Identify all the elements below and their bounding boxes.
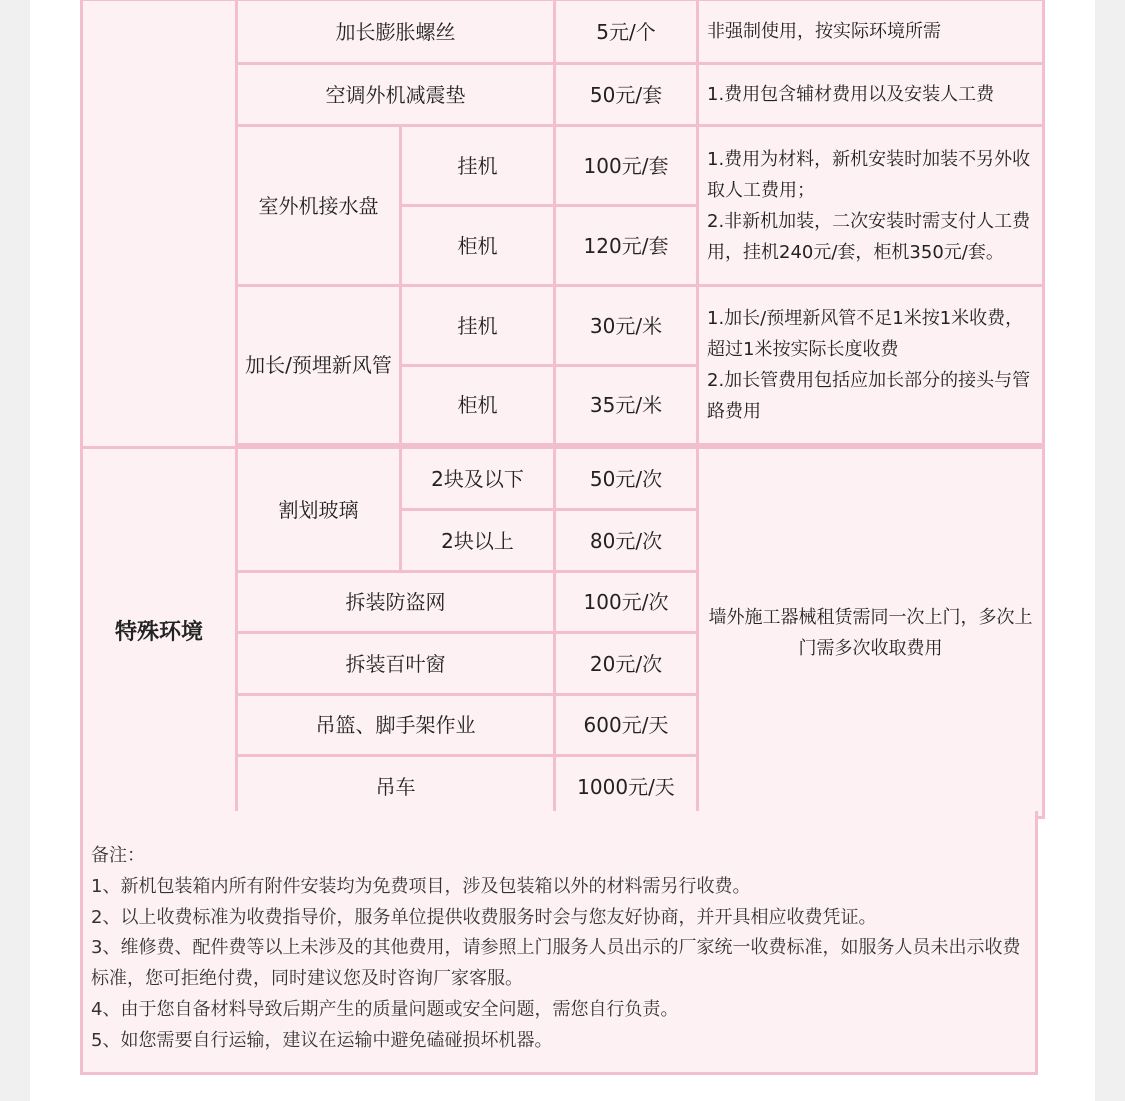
price-cell: 50元/套: [555, 64, 698, 126]
category-cell: 特殊环境: [82, 448, 237, 818]
price-cell: 120元/套: [555, 206, 698, 286]
item-cell: 室外机接水盘: [237, 126, 401, 286]
item-cell: 加长膨胀螺丝: [237, 0, 555, 64]
price-cell: 5元/个: [555, 0, 698, 64]
table-row: [82, 448, 1044, 510]
remarks-title: 备注：: [91, 845, 145, 866]
category-cell-empty: [82, 0, 237, 448]
remark-item: 5、如您需要自行运输，建议在运输中避免磕碰损坏机器。: [91, 1029, 553, 1051]
remark-item: 1、新机包装箱内所有附件安装均为免费项目，涉及包装箱以外的材料需另行收费。: [91, 875, 751, 897]
item-cell: 吊车: [237, 756, 555, 818]
note-cell: 非强制使用，按实际环境所需: [698, 0, 1044, 64]
price-cell: 80元/次: [555, 510, 698, 572]
note-cell: 1.费用包含辅材费用以及安装人工费: [698, 64, 1044, 126]
note-cell: [698, 126, 1044, 286]
item-cell: 拆装防盗网: [237, 572, 555, 633]
note-line: 1.费用为材料，新机安装时加装不另外收取人工费用；: [707, 148, 1031, 201]
unit-cell: 挂机: [401, 126, 555, 206]
note-line: 1.加长/预埋新风管不足1米按1米收费，超过1米按实际长度收费: [707, 308, 1024, 360]
item-cell: 吊篮、脚手架作业: [237, 695, 555, 756]
remark-item: 3、维修费、配件费等以上未涉及的其他费用，请参照上门服务人员出示的厂家统一收费标准，如服务人员未出示收费标准，您可拒绝付费，同时建议您及时咨询厂家客服。: [91, 937, 1021, 990]
price-cell: 100元/次: [555, 572, 698, 633]
price-cell: 20元/次: [555, 633, 698, 695]
remark-item: 4、由于您自备材料导致后期产生的质量问题或安全问题，需您自行负责。: [91, 998, 679, 1020]
item-cell: 拆装百叶窗: [237, 633, 555, 695]
price-cell: 50元/次: [555, 448, 698, 510]
price-cell: 30元/米: [555, 286, 698, 366]
price-cell: 35元/米: [555, 366, 698, 445]
unit-cell: 2块以上: [401, 510, 555, 572]
price-cell: 600元/天: [555, 695, 698, 756]
price-cell: 100元/套: [555, 126, 698, 206]
note-cell: [698, 286, 1044, 445]
item-cell: 空调外机减震垫: [237, 64, 555, 126]
price-cell: 1000元/天: [555, 756, 698, 818]
unit-cell: 挂机: [401, 286, 555, 366]
unit-cell: 2块及以下: [401, 448, 555, 510]
item-cell: 割划玻璃: [237, 448, 401, 572]
item-cell: 加长/预埋新风管: [237, 286, 401, 445]
unit-cell: 柜机: [401, 206, 555, 286]
note-line: 2.非新机加装，二次安装时需支付人工费用，挂机240元/套，柜机350元/套。: [707, 210, 1031, 263]
remark-item: 2、以上收费标准为收费指导价，服务单位提供收费服务时会与您友好协商，并开具相应收费凭证。: [91, 906, 877, 928]
price-table: [80, 0, 1045, 819]
remarks-box: [80, 811, 1038, 1075]
unit-cell: 柜机: [401, 366, 555, 445]
table-row: [82, 0, 1044, 64]
note-cell: 墙外施工器械租赁需同一次上门，多次上门需多次收取费用: [698, 448, 1044, 818]
note-line: 2.加长管费用包括应加长部分的接头与管路费用: [707, 370, 1031, 422]
